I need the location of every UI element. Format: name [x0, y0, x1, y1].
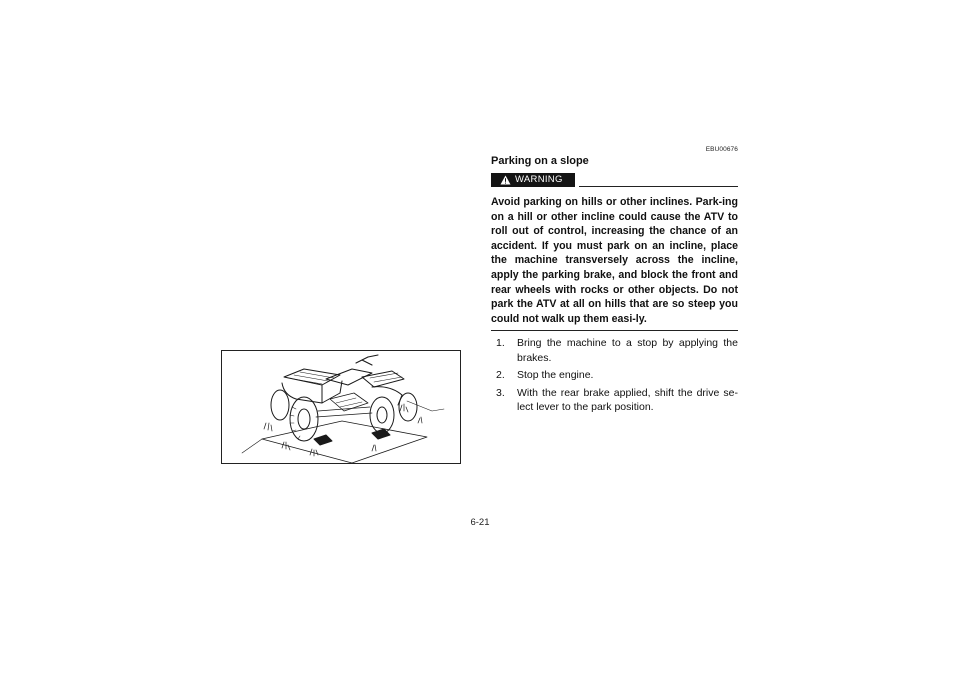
warning-triangle-icon [500, 175, 511, 185]
atv-parked-on-slope-illustration [222, 351, 460, 463]
step-text: Stop the engine. [517, 369, 594, 382]
warning-badge-label: WARNING [515, 174, 563, 185]
list-item [491, 368, 738, 383]
warning-header [491, 173, 738, 188]
warning-bottom-rule [491, 330, 738, 331]
page-number: 6-21 [470, 517, 490, 528]
list-item [491, 386, 738, 415]
step-number: 1. [496, 337, 505, 350]
parking-steps [491, 336, 738, 415]
atv-illustration-frame [221, 350, 461, 464]
warning-header-rule [579, 186, 738, 187]
warning-text: Avoid parking on hills or other inclines. Park-ing on a hill or other incline could cause the ATV to roll out of control, increasing the chance of an accident. If you must park on an incline, place the machine transversely across the incline, apply the parking brake, and block the front and rear wheels with rocks or other objects. Do not park the ATV at all on hills that are so steep you could not walk up them easi-ly. [491, 196, 738, 325]
step-number: 2. [496, 369, 505, 382]
step-text: Bring the machine to a stop by applying the brakes. [517, 337, 738, 364]
parking-section [491, 146, 738, 418]
section-code: EBU00676 [705, 146, 738, 153]
list-item [491, 336, 738, 365]
section-heading: Parking on a slope [491, 155, 589, 167]
step-text: With the rear brake applied, shift the drive se-lect lever to the park position. [517, 386, 738, 414]
warning-badge [491, 173, 575, 187]
step-number: 3. [496, 386, 505, 399]
